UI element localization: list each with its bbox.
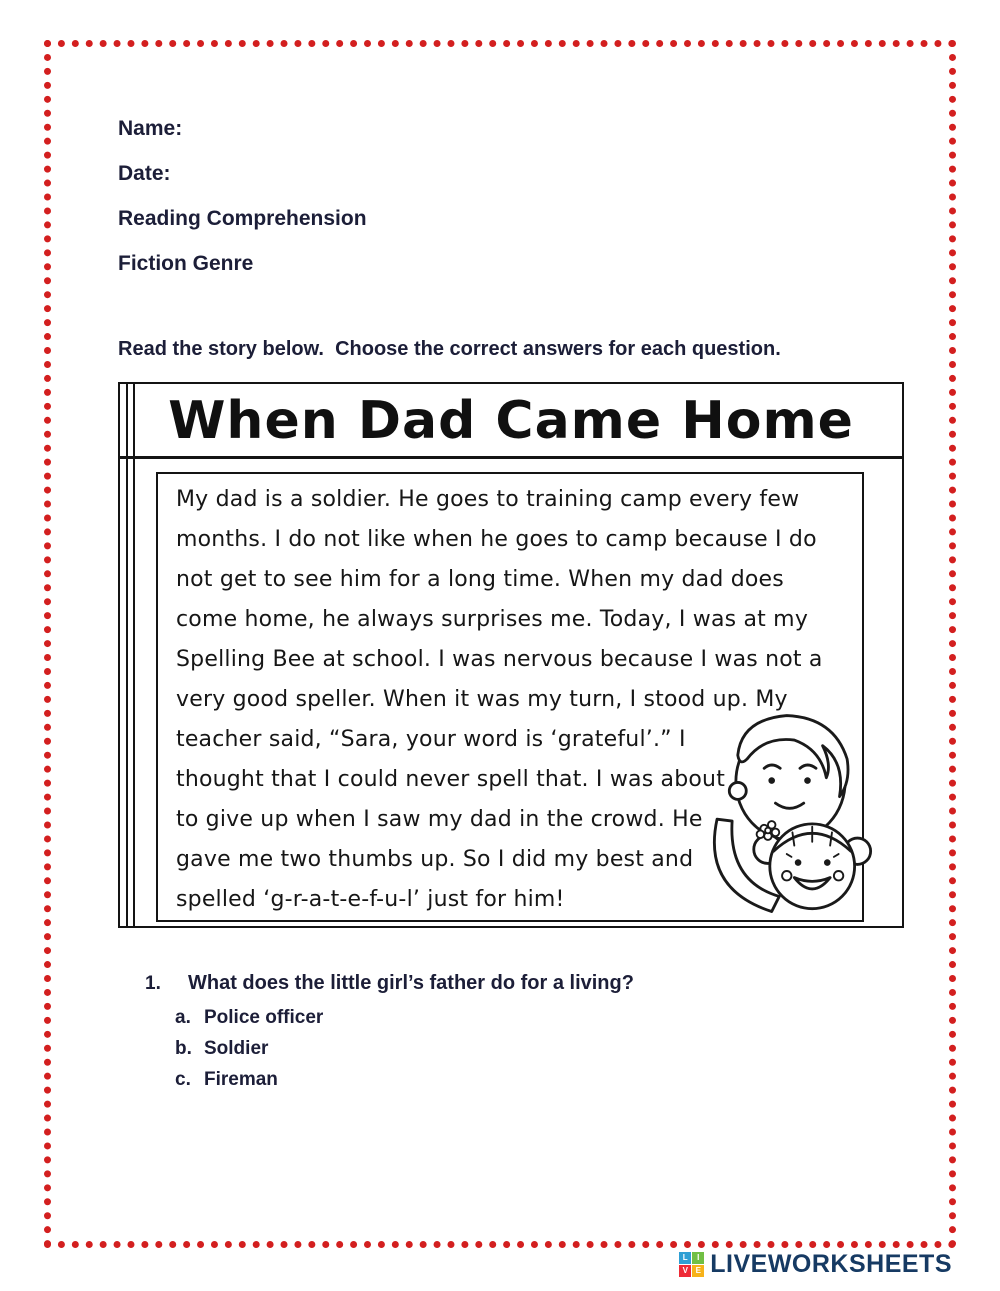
margin-line [133, 384, 135, 926]
answer-option-b[interactable] [175, 1033, 634, 1064]
brand-text: LIVEWORKSHEETS [710, 1250, 952, 1278]
option-label: Police officer [204, 1007, 324, 1028]
question-number: 1. [145, 973, 161, 994]
genre-label: Fiction Genre [118, 252, 254, 275]
answer-option-a[interactable] [175, 1002, 634, 1033]
story-line: spelled ‘g-r-a-t-e-f-u-l’ just for him! [176, 887, 565, 912]
logo-square: I [692, 1252, 704, 1264]
story-line: not get to see him for a long time. When my dad does [176, 567, 784, 592]
story-line: come home, he always surprises me. Today, I was at my [176, 607, 809, 632]
liveworksheets-logo [679, 1252, 704, 1277]
instructions-text: Read the story below. Choose the correct answers for each question. [118, 338, 781, 360]
story-card [118, 382, 904, 928]
name-label: Name: [118, 117, 183, 140]
story-title: When Dad Came Home [120, 384, 902, 459]
answer-options [175, 1002, 634, 1095]
logo-square: L [679, 1252, 691, 1264]
story-line: to give up when I saw my dad in the crowd. He [176, 807, 703, 832]
option-letter: b. [175, 1038, 192, 1059]
worksheet-type-label: Reading Comprehension [118, 207, 367, 230]
margin-line [126, 384, 128, 926]
story-line: very good speller. When it was my turn, I stood up. My [176, 687, 788, 712]
story-line: My dad is a soldier. He goes to training camp every few [176, 487, 800, 512]
story-line: thought that I could never spell that. I was about [176, 767, 726, 792]
option-label: Fireman [204, 1069, 278, 1090]
logo-square: E [692, 1265, 704, 1277]
story-line: months. I do not like when he goes to camp because I do [176, 527, 817, 552]
question-text: What does the little girl’s father do for a living? [188, 972, 634, 994]
question-block [145, 972, 634, 1095]
worksheet-header [118, 106, 367, 286]
dad-and-daughter-illustration [688, 708, 878, 920]
option-label: Soldier [204, 1038, 269, 1059]
option-letter: c. [175, 1069, 191, 1090]
story-line: gave me two thumbs up. So I did my best and [176, 847, 694, 872]
story-line: teacher said, “Sara, your word is ‘grateful’.” I [176, 727, 686, 752]
answer-option-c[interactable] [175, 1064, 634, 1095]
logo-square: V [679, 1265, 691, 1277]
footer-brand [679, 1250, 952, 1279]
story-line: Spelling Bee at school. I was nervous because I was not a [176, 647, 823, 672]
option-letter: a. [175, 1007, 191, 1028]
date-label: Date: [118, 162, 171, 185]
